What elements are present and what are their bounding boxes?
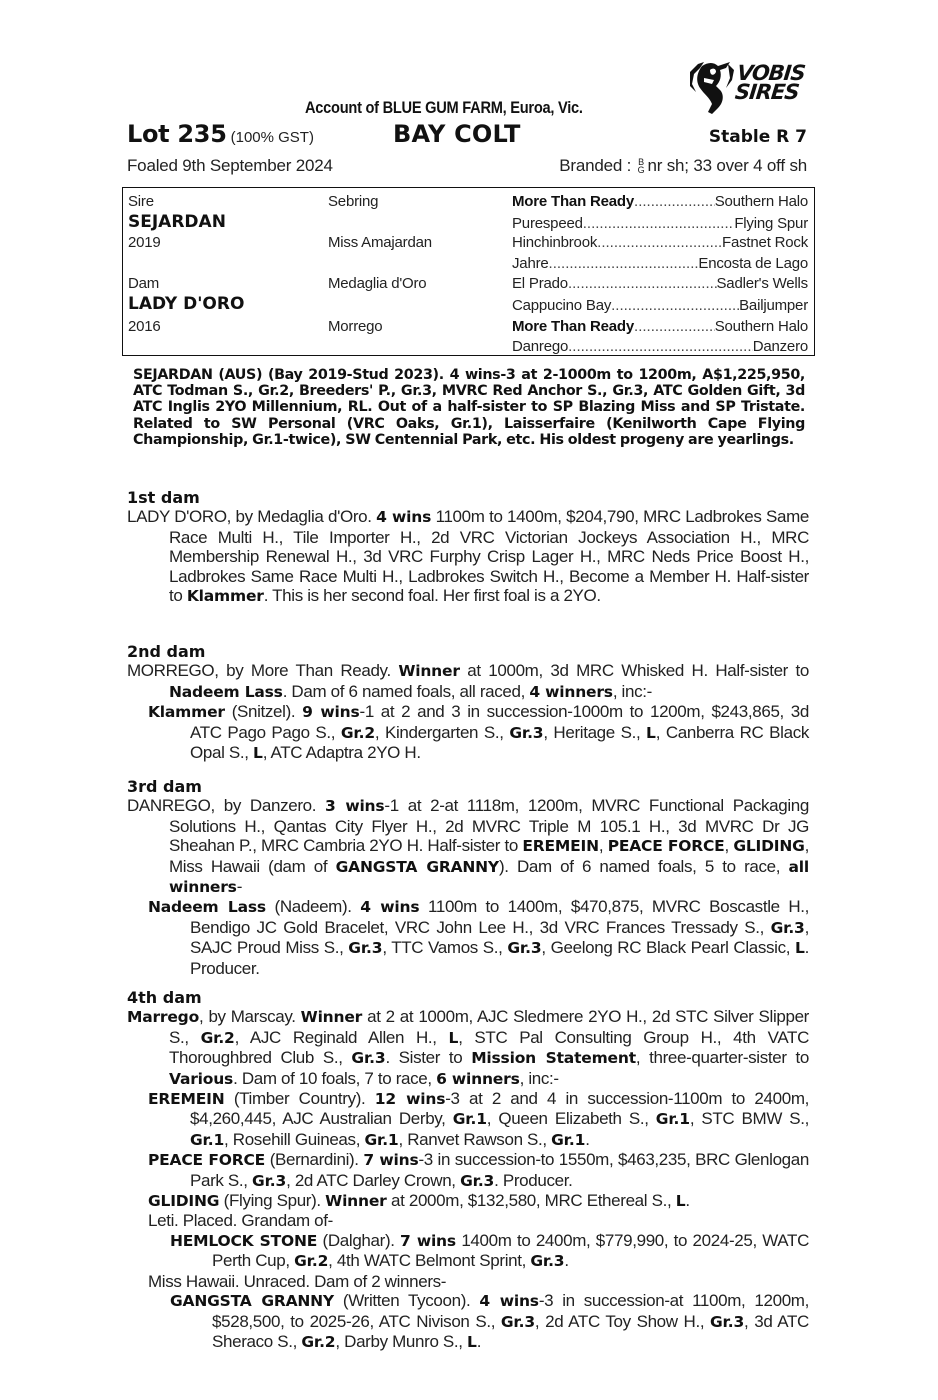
- bold-text: GLIDING: [148, 1192, 220, 1211]
- dam-record: [127, 661, 809, 702]
- text: , Heritage S.,: [543, 722, 647, 742]
- text: . This is her second foal. Her first foal is a 2YO.: [263, 586, 601, 606]
- dam-record: [127, 1007, 809, 1089]
- text: (Snitzel).: [224, 702, 303, 722]
- text: -: [236, 877, 242, 897]
- bold-text: L: [794, 939, 805, 958]
- text: , by Marscay.: [199, 1007, 301, 1027]
- progeny-record: [127, 1089, 809, 1150]
- bold-text: HEMLOCK STONE: [170, 1231, 318, 1250]
- pedigree-gen3-row: [512, 215, 808, 232]
- bold-text: Gr.3: [252, 1171, 287, 1190]
- bold-text: Gr.2: [200, 1028, 235, 1047]
- dam-section-3: [127, 777, 809, 978]
- bold-text: Mission Statement: [471, 1049, 636, 1068]
- gst-note: (100% GST): [230, 129, 314, 146]
- gen3-right: Bailjumper: [739, 297, 808, 314]
- text: at 2 at 1000m, AJC Sledmere 2YO H., 2d STC Silver Slipper S.,: [169, 1007, 809, 1047]
- bold-text: L: [646, 723, 656, 742]
- branded-details: nr sh; 33 over 4 off sh: [647, 156, 807, 175]
- bold-text: Gr.3: [500, 1312, 535, 1331]
- gen3-right: Flying Spur: [734, 215, 808, 232]
- bold-text: Gr.2: [340, 723, 375, 742]
- bold-text: Gr.3: [509, 723, 544, 742]
- text: , Canberra RC Black Opal S.,: [190, 722, 809, 763]
- dam-label: Dam: [128, 275, 160, 292]
- leader-dots: [583, 215, 735, 232]
- dam-section-1: [127, 488, 809, 606]
- text: , inc:-: [612, 681, 652, 701]
- leader-dots: [611, 297, 739, 314]
- progeny-record: [127, 1231, 809, 1272]
- text: (Written Tycoon).: [333, 1291, 480, 1311]
- text: -3 in succession-to 1550m, $463,235, BRC Glenlogan Park S.,: [190, 1150, 809, 1190]
- text: (Bernardini).: [265, 1150, 364, 1170]
- text: (Dalghar).: [317, 1230, 401, 1250]
- pedigree-gen3-row: [512, 297, 808, 314]
- gen3-right: Danzero: [752, 338, 808, 355]
- bold-text: Gr.3: [530, 1252, 565, 1271]
- bold-text: Klammer: [186, 587, 264, 606]
- bold-text: 9 wins: [302, 703, 360, 722]
- text: , AJC Reginald Allen H.,: [234, 1027, 449, 1047]
- sire-sire: Sebring: [328, 193, 379, 210]
- text: Miss Hawaii. Unraced. Dam of 2 winners-: [148, 1271, 447, 1291]
- text: , STC BMW S.,: [689, 1109, 809, 1129]
- text: (Flying Spur).: [219, 1191, 326, 1211]
- bold-text: Winner: [325, 1192, 387, 1211]
- bold-text: Gr.3: [348, 939, 383, 958]
- text: at 1000m, 3d MRC Whisked H. Half-sister to: [459, 661, 809, 681]
- bold-text: Gr.3: [710, 1312, 745, 1331]
- text: , 4th WATC Belmont Sprint,: [328, 1251, 531, 1271]
- text: ,: [724, 836, 734, 856]
- bold-text: EREMEIN: [148, 1090, 225, 1109]
- brand-mark-top: B: [638, 157, 644, 167]
- logo-wordmark: [733, 61, 806, 104]
- gen3-right: Encosta de Lago: [698, 255, 808, 272]
- leader-dots: [634, 318, 715, 335]
- bold-text: Gr.1: [655, 1110, 690, 1129]
- dam-heading: 1st dam: [127, 488, 200, 507]
- text: , three-quarter-sister to: [635, 1048, 809, 1068]
- sire-year: 2019: [128, 234, 161, 251]
- text: .: [476, 1331, 482, 1351]
- progeny-record: [127, 897, 809, 978]
- leader-dots: [568, 338, 753, 355]
- bold-text: 6 winners: [436, 1069, 520, 1088]
- text: LADY D'ORO, by Medaglia d'Oro.: [127, 507, 377, 527]
- leader-dots: [634, 193, 715, 210]
- leader-dots: [549, 255, 699, 272]
- progeny-record: [127, 1291, 809, 1352]
- text: .: [685, 1191, 690, 1211]
- text: .: [564, 1251, 569, 1271]
- horse-and-jockey-icon: [684, 58, 740, 116]
- text: , ATC Adaptra 2YO H.: [262, 743, 421, 763]
- progeny-record: [127, 702, 809, 763]
- text: . Producer.: [190, 938, 810, 978]
- gen3-left: More Than Ready: [512, 193, 635, 210]
- family-note: [127, 1272, 809, 1291]
- lot-number: Lot 235: [127, 120, 227, 148]
- logo-line-2: SIRES: [733, 80, 800, 104]
- dam-dam: Morrego: [328, 318, 383, 335]
- text: 1400m to 2400m, $779,990, to 2024-25, WATC Perth Cup,: [212, 1230, 809, 1271]
- text: . Producer.: [494, 1170, 573, 1190]
- text: , 2d ATC Darley Crown,: [286, 1170, 461, 1190]
- text: ,: [598, 836, 608, 856]
- text: . Dam of 6 named foals, all raced,: [282, 681, 530, 701]
- text: , Geelong RC Black Pearl Classic,: [541, 938, 795, 958]
- dam-year: 2016: [128, 318, 161, 335]
- bold-text: L: [448, 1028, 459, 1047]
- pedigree-gen3-row: [512, 234, 808, 251]
- progeny-record: [127, 1150, 809, 1191]
- stable-location: Stable R 7: [708, 127, 807, 147]
- text: at 2000m, $132,580, MRC Ethereal S.,: [386, 1191, 676, 1211]
- text: , Queen Elizabeth S.,: [486, 1109, 656, 1129]
- bold-text: Winner: [300, 1008, 363, 1027]
- dam-heading: 2nd dam: [127, 642, 206, 661]
- leader-dots: [568, 275, 717, 292]
- pedigree-gen3-row: [512, 275, 808, 292]
- bold-text: 3 wins: [325, 797, 385, 816]
- family-note: [127, 1211, 809, 1230]
- foaling-date: Foaled 9th September 2024: [127, 156, 333, 175]
- text: , SAJC Proud Miss S.,: [190, 917, 809, 958]
- text: -1 at 2 and 3 in succession-1000m to 1200m, $243,865, 3d ATC Pago Pago S.,: [190, 702, 809, 742]
- text: , Rosehill Guineas,: [224, 1129, 365, 1149]
- gen3-right: Fastnet Rock: [722, 234, 808, 251]
- pedigree-table: [122, 187, 815, 356]
- text: , Miss Hawaii (dam of: [169, 836, 810, 876]
- gen3-left: Jahre: [512, 255, 549, 272]
- text: . Sister to: [385, 1048, 472, 1068]
- gen3-left: El Prado: [512, 275, 568, 292]
- gen3-right: Southern Halo: [714, 318, 808, 335]
- text: , inc:-: [519, 1068, 559, 1088]
- bold-text: Gr.2: [301, 1332, 336, 1351]
- gen3-left: Hinchinbrook: [512, 234, 598, 251]
- branded-label: Branded :: [559, 156, 632, 175]
- text: , Darby Munro S.,: [335, 1331, 468, 1351]
- gen3-left: Purespeed: [512, 215, 583, 232]
- bold-text: PEACE FORCE: [607, 837, 725, 856]
- dam-record: [127, 796, 809, 897]
- bold-text: 4 wins: [376, 508, 432, 527]
- text: , 2d ATC Toy Show H.,: [534, 1311, 710, 1331]
- text: ). Dam of 6 named foals, 5 to race,: [498, 856, 789, 876]
- vendor-account: Account of BLUE GUM FARM, Euroa, Vic.: [305, 98, 583, 117]
- gen3-left: Danrego: [512, 338, 569, 355]
- leader-dots: [597, 234, 722, 251]
- bold-text: Gr.1: [452, 1110, 487, 1129]
- dam-heading: 3rd dam: [127, 777, 202, 796]
- text: (Nadeem).: [265, 897, 361, 917]
- bold-text: 7 wins: [400, 1231, 456, 1250]
- bold-text: L: [467, 1332, 477, 1351]
- pedigree-gen3-row: [512, 338, 808, 355]
- bold-text: Nadeem Lass: [148, 898, 266, 917]
- dam-heading: 4th dam: [127, 988, 202, 1007]
- bold-text: Gr.1: [551, 1130, 586, 1149]
- text: . Dam of 10 foals, 7 to race,: [233, 1068, 437, 1088]
- bold-text: Gr.3: [770, 918, 805, 937]
- text: Leti. Placed. Grandam of-: [148, 1211, 333, 1231]
- pedigree-gen3-row: [512, 193, 808, 210]
- pedigree-gen3-row: [512, 255, 808, 272]
- bold-text: GANGSTA GRANNY: [170, 1292, 334, 1311]
- bold-text: Gr.2: [294, 1252, 329, 1271]
- lot-heading: [127, 120, 314, 148]
- bold-text: all winners: [169, 857, 809, 897]
- bold-text: Various: [169, 1069, 234, 1088]
- bold-text: 7 wins: [363, 1151, 419, 1170]
- bold-text: PEACE FORCE: [148, 1151, 266, 1170]
- gen3-left: Cappucino Bay: [512, 297, 612, 314]
- bold-text: 4 wins: [479, 1292, 539, 1311]
- sex-colour: BAY COLT: [393, 120, 521, 148]
- dam-section-4: [127, 988, 809, 1352]
- bold-text: L: [675, 1192, 686, 1211]
- bold-text: Winner: [398, 662, 460, 681]
- bold-text: 4 winners: [529, 682, 613, 701]
- text: (Timber Country).: [224, 1089, 375, 1109]
- text: DANREGO, by Danzero.: [127, 796, 326, 816]
- bold-text: GANGSTA GRANNY: [335, 857, 499, 876]
- sire-name: SEJARDAN: [128, 212, 226, 232]
- bold-text: Gr.3: [351, 1049, 386, 1068]
- progeny-record: [127, 1191, 809, 1211]
- text: .: [585, 1129, 590, 1149]
- logo-line-1: VOBIS: [735, 61, 806, 85]
- text: -3 in succession-at 1100m, 1200m, $528,500, to 2025-26, ATC Nivison S.,: [212, 1291, 809, 1331]
- bold-text: EREMEIN: [522, 837, 599, 856]
- text: , STC Pal Consulting Group H., 4th VATC Thoroughbred Club S.,: [169, 1027, 810, 1068]
- text: 1100m to 1400m, $204,790, MRC Ladbrokes Same Race Multi H., Tile Importer H., 2d VRC Victorian Jockeys Association H., MRC Membership Renewal H., 3d VRC Furphy Crisp Lager H., MRC Neds Price Boost H., Ladbrokes Same Race Multi H., Ladbrokes Switch H., Become a Member H. Half-sister to: [169, 507, 809, 606]
- bold-text: GLIDING: [733, 837, 805, 856]
- dam-record: [127, 507, 809, 606]
- text: , Ranvet Rawson S.,: [398, 1129, 552, 1149]
- text: 1100m to 1400m, $470,875, MVRC Boscastle H., Bendigo JC Gold Bracelet, VRC John Lee H., 3d VRC Frances Tressady S.,: [190, 897, 810, 937]
- bold-text: Marrego: [127, 1008, 200, 1027]
- brand-mark-bottom: G: [637, 165, 645, 175]
- vobis-sires-logo: [684, 58, 819, 116]
- gen3-right: Sadler's Wells: [716, 275, 808, 292]
- sire-summary: SEJARDAN (AUS) (Bay 2019-Stud 2023). 4 wins-3 at 2-1000m to 1200m, A$1,225,950, ATC Todman S., Gr.2, Breeders' P., Gr.3, MVRC Red Anchor S., Gr.3, ATC Golden Gift, 3d ATC Inglis 2YO Millennium, RL. Out of a half-sister to SP Blazing Miss and SP Tristate. Related to SW Personal (VRC Oaks, Gr.1), Laisserfaire (Kenilworth Cape Flying Championship, Gr.1-twice), SW Centennial Park, etc. His oldest progeny are yearlings.: [133, 367, 805, 448]
- bold-text: L: [253, 744, 263, 763]
- bold-text: 4 wins: [360, 898, 420, 917]
- bold-text: Gr.1: [364, 1130, 399, 1149]
- sire-label: Sire: [128, 193, 154, 210]
- dam-section-2: [127, 642, 809, 763]
- sire-dam: Miss Amajardan: [328, 234, 432, 251]
- brand-mark: [638, 158, 645, 174]
- gen3-right: Southern Halo: [714, 193, 808, 210]
- bold-text: 12 wins: [374, 1090, 446, 1109]
- bold-text: Nadeem Lass: [169, 682, 283, 701]
- brand-description: [559, 156, 807, 176]
- text: -3 at 2 and 4 in succession-1100m to 2400m, $4,260,445, AJC Australian Derby,: [190, 1089, 809, 1129]
- text: , Kindergarten S.,: [374, 722, 510, 742]
- text: , TTC Vamos S.,: [382, 938, 508, 958]
- dam-name: LADY D'ORO: [128, 294, 245, 314]
- text: -1 at 2-at 1118m, 1200m, MVRC Functional Packaging Solutions H., Qantas City Flyer H., 2d MVRC Triple M 105.1 H., 3d MVRC Dr JG Sheahan P., MRC Cambria 2YO H. Half-sister to: [169, 796, 809, 856]
- bold-text: Gr.1: [190, 1130, 225, 1149]
- dam-sire: Medaglia d'Oro: [328, 275, 427, 292]
- pedigree-gen3-row: [512, 318, 808, 335]
- bold-text: Klammer: [148, 703, 225, 722]
- text: , 3d ATC Sheraco S.,: [212, 1311, 809, 1351]
- bold-text: Gr.3: [507, 939, 542, 958]
- bold-text: Gr.3: [460, 1171, 495, 1190]
- text: MORREGO, by More Than Ready.: [127, 661, 399, 681]
- gen3-left: More Than Ready: [512, 318, 635, 335]
